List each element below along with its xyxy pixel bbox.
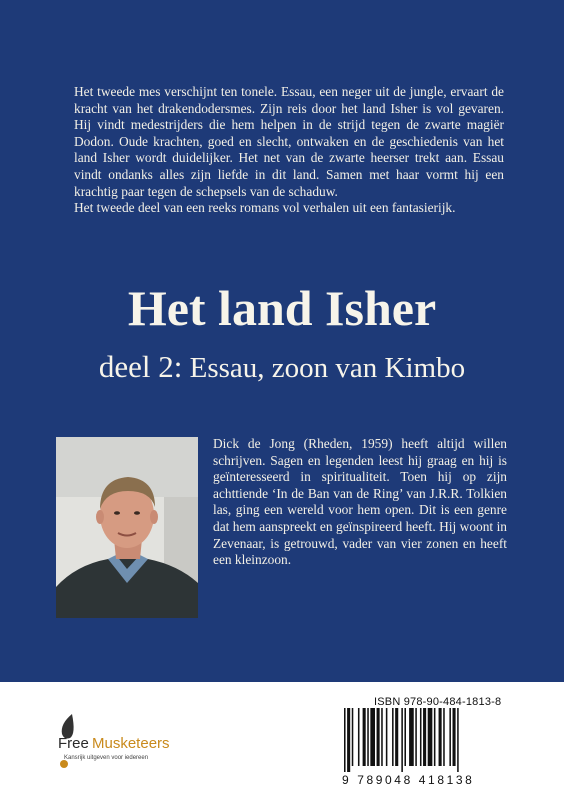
barcode-bar [352,708,354,766]
logo-musketeers: Musketeers [92,735,170,752]
blurb-paragraph: Het tweede mes verschijnt ten tonele. Essau, een neger uit de jungle, ervaart de kracht van het drakendodersmes. Zijn reis door het land Isher is vol gevaren. Hij vindt medestrijders die hem helpen in de strijd tegen de zwarte magiër Dodon. Oude krachten, goed en slecht, ontwaken en de geschiedenis van het land Isher wordt duidelijker. Het net van de zwarte heerser trekt aan. Essau vindt ondanks alles zijn liefde in dit land. Samen met haar vormt hij een krachtig paar tegen de schepsels van de schaduw. [74,84,504,199]
barcode-bar [420,708,422,766]
barcode-bar [415,708,417,766]
logo-tagline: Kansrijk uitgeven voor iedereen [64,755,149,761]
barcode-bar [428,708,433,766]
barcode-bar [367,708,369,766]
barcode-bar [377,708,380,766]
barcode-bar [409,708,414,766]
barcode-bar [443,708,445,766]
barcode-bars [340,708,520,774]
blurb-closing-line: Het tweede deel van een reeks romans vol verhalen uit een fantasierijk. [74,200,456,216]
blurb [74,84,504,217]
barcode-bar [358,708,360,766]
book-subtitle [0,349,564,386]
barcode-bar [395,708,398,766]
barcode-bar [392,708,394,766]
isbn-number: ISBN 978-90-484-1813-8 [374,696,502,708]
publisher-logo [58,712,208,780]
book-title: Het land Isher [127,280,437,336]
author-bio-text: Dick de Jong (Rheden, 1959) heeft altijd willen schrijven. Sagen en legenden leest hij graag en hij is geïnteresseerd in spiritualiteit. Toen hij op zijn achttiende ‘In de Ban van de Ring’ van J.R.R. Tolkien las, ging een wereld voor hem open. Dit is een genre dat hem aanspreekt en geïnspireerd heeft. Hij woont in Zevenaar, is getrouwd, vader van vier zonen en heeft een kleinzoon. [213,436,507,568]
barcode-bar [344,708,346,772]
barcode-bar [370,708,375,766]
barcode-bar [404,708,406,766]
barcode-bar [381,708,383,766]
barcode-bar [439,708,442,766]
author-portrait-image [56,437,198,618]
barcode-bar [363,708,366,766]
barcode-bar [347,708,350,772]
barcode-bar [434,708,436,766]
barcode-bar [386,708,388,766]
subtitle-name: Essau, zoon van Kimbo [189,352,466,384]
barcode-digits: 9 789048 418138 [342,773,475,787]
author-photo [56,437,198,618]
barcode-bar [457,708,459,772]
author-bio [213,436,507,569]
logo-free: Free [58,735,89,752]
subtitle-part: deel 2: [98,349,183,384]
barcode-bar [449,708,451,766]
barcode [340,696,520,790]
barcode-bar [401,708,403,772]
barcode-bar [423,708,426,766]
barcode-bar [453,708,456,766]
